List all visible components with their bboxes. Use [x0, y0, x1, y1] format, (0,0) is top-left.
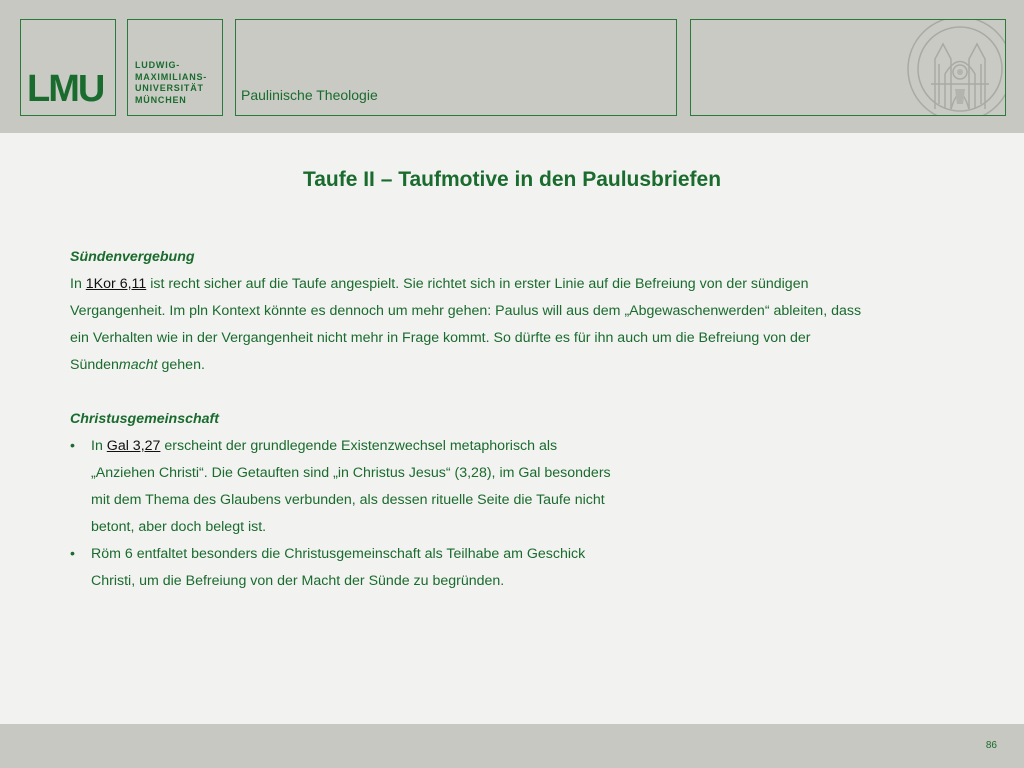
slide-title: Taufe II – Taufmotive in den Paulusbriefen — [302, 168, 722, 191]
course-title: Paulinische Theologie — [241, 87, 378, 103]
emphasis: macht — [118, 357, 158, 373]
bullet-item — [70, 541, 970, 595]
seal-box — [690, 19, 1006, 116]
footer-bar — [0, 724, 1024, 768]
section-heading: Sündenvergebung — [70, 249, 195, 265]
text-span: In — [70, 276, 86, 292]
bible-reference-link[interactable]: 1Kor 6,11 — [85, 276, 147, 292]
text-span: gehen. — [157, 357, 205, 373]
text-span: ist recht sicher auf die Taufe angespielt. Sie richtet sich in erster Linie auf die Befreiung von der sündigen — [146, 276, 809, 292]
section-heading: Christusgemeinschaft — [70, 411, 220, 427]
slide-content — [70, 244, 970, 595]
university-line: LUDWIG- — [135, 60, 181, 70]
university-line: UNIVERSITÄT — [135, 83, 204, 93]
text-line: Christi, um die Befreiung von der Macht der Sünde zu begründen. — [91, 573, 505, 589]
text-line: mit dem Thema des Glaubens verbunden, als dessen rituelle Seite die Taufe nicht — [91, 492, 605, 508]
university-line: MAXIMILIANS- — [135, 71, 208, 82]
text-line — [70, 271, 970, 298]
bible-reference-link[interactable]: Gal 3,27 — [106, 438, 161, 454]
university-name-box — [127, 19, 223, 116]
text-line: Röm 6 entfaltet besonders die Christusgemeinschaft als Teilhabe am Geschick — [91, 546, 586, 562]
text-line: ein Verhalten wie in der Vergangenheit nicht mehr in Frage kommt. So dürfte es für ihn auch um die Befreiung von der — [70, 330, 811, 346]
text-line — [91, 433, 970, 460]
course-title-box — [235, 19, 677, 116]
text-span: In — [91, 438, 107, 454]
university-line: MÜNCHEN — [135, 94, 187, 105]
text-line: Vergangenheit. Im pln Kontext könnte es dennoch um mehr gehen: Paulus will aus dem „Abgewaschenwerden“ ableiten, dass — [70, 303, 862, 319]
text-line: betont, aber doch belegt ist. — [91, 519, 267, 535]
text-line — [70, 352, 970, 379]
logo-text: LMU — [27, 68, 104, 110]
text-span: Sünden — [70, 357, 119, 373]
bullet-marker: • — [70, 438, 75, 454]
header-bar — [0, 0, 1024, 133]
text-line: „Anziehen Christi“. Die Getauften sind „in Christus Jesus“ (3,28), im Gal besonders — [91, 465, 611, 481]
spacer — [70, 379, 970, 406]
bullet-item — [70, 433, 970, 541]
university-seal-icon — [905, 19, 1006, 116]
bullet-marker: • — [70, 546, 75, 562]
text-span: erscheint der grundlegende Existenzwechsel metaphorisch als — [160, 438, 558, 454]
page-number: 86 — [985, 740, 997, 751]
university-name — [135, 60, 207, 106]
lmu-logo — [20, 19, 116, 116]
